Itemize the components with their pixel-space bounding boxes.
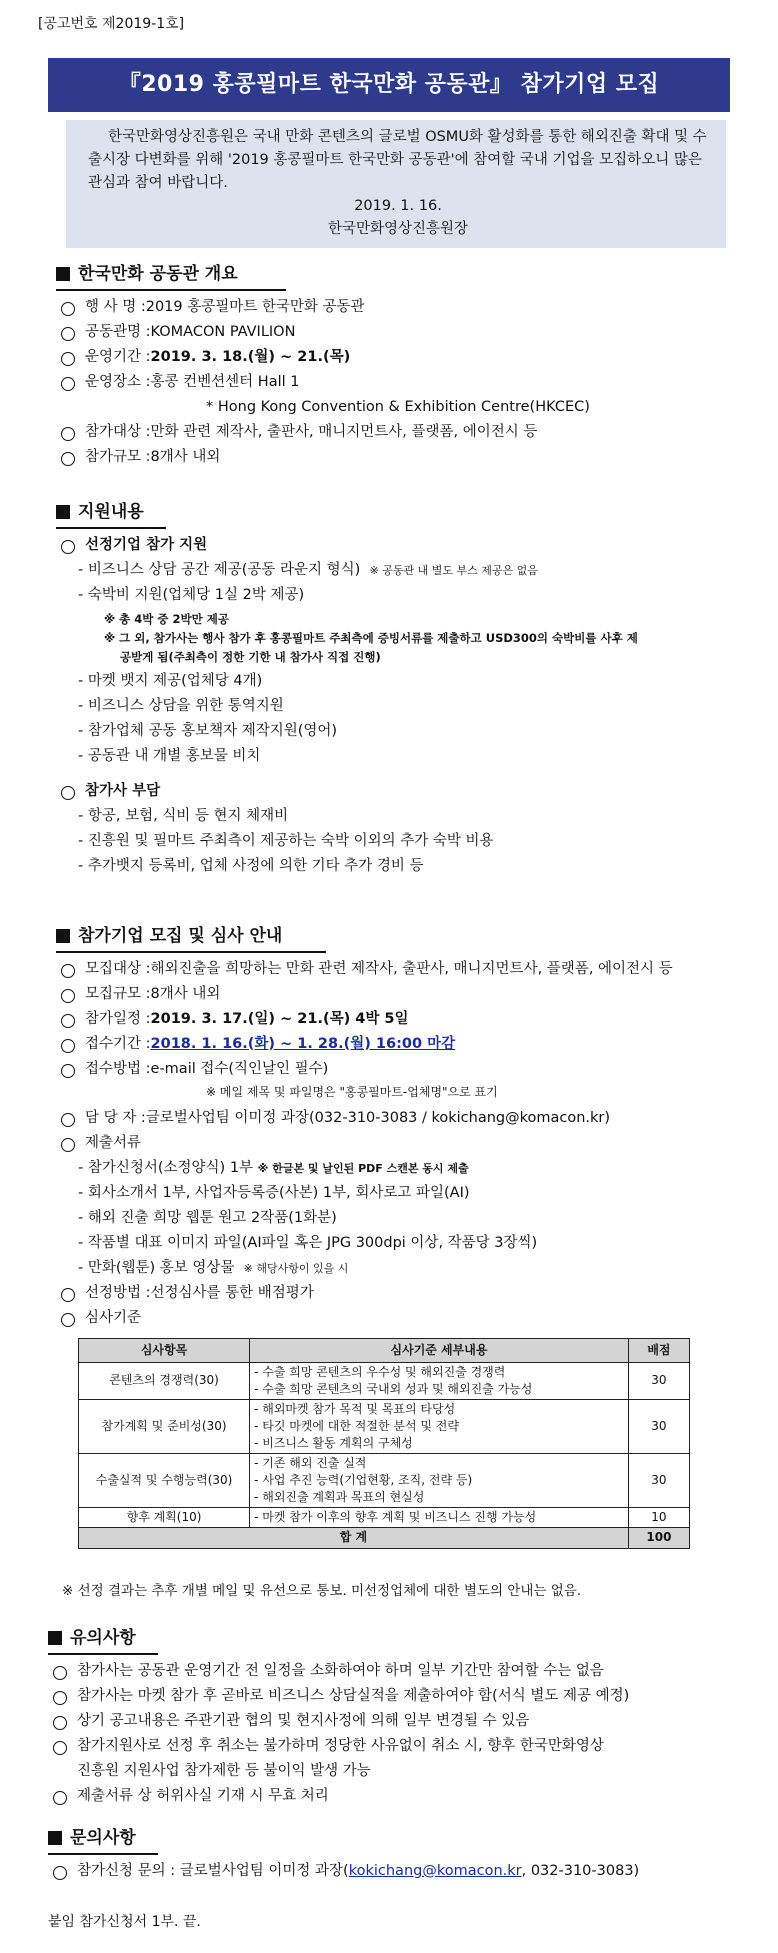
table-cell-item: 참가계획 및 준비성(30) bbox=[79, 1400, 250, 1454]
burden-item: - 진흥원 및 필마트 주최측이 제공하는 숙박 이외의 추가 숙박 비용 bbox=[78, 832, 494, 849]
table-header-cell: 배점 bbox=[628, 1339, 689, 1363]
divider bbox=[48, 1653, 158, 1655]
overview-period: 운영기간 : 2019. 3. 18.(월) ~ 21.(목) bbox=[56, 347, 736, 372]
inquiry-contact: 참가신청 문의 : 글로벌사업팀 이미정 과장( kokichang@komacon.kr , 032-310-3083) bbox=[48, 1861, 728, 1886]
table-cell-item: 콘텐츠의 경쟁력(30) bbox=[79, 1363, 250, 1400]
divider bbox=[56, 951, 326, 953]
circle-bullet-icon bbox=[61, 1313, 75, 1327]
overview-section bbox=[56, 262, 736, 472]
doc-item: - 참가신청서(소정양식) 1부 ※ 한글본 및 날인된 PDF 스캔본 동시 제출 bbox=[78, 1159, 469, 1176]
table-header-cell: 심사기준 세부내용 bbox=[250, 1339, 629, 1363]
circle-bullet-icon bbox=[61, 427, 75, 441]
circle-bullet-icon bbox=[53, 1691, 67, 1705]
support-burden-heading: 참가사 부담 bbox=[56, 781, 736, 806]
circle-bullet-icon bbox=[61, 1014, 75, 1028]
support-item: - 공동관 내 개별 홍보물 비치 bbox=[78, 747, 261, 764]
square-bullet-icon bbox=[48, 1631, 62, 1645]
table-row bbox=[79, 1508, 690, 1528]
circle-bullet-icon bbox=[53, 1791, 67, 1805]
overview-venue-note: * Hong Kong Convention & Exhibition Centre(HKCEC) bbox=[206, 398, 590, 415]
intro-text: 한국만화영상진흥원은 국내 만화 콘텐츠의 글로벌 OSMU화 활성화를 통한 해외진출 확대 및 수출시장 다변화를 위해 '2019 홍콩필마트 한국만화 공동관'에 참여할 국내 기업을 모집하오니 많은 관심과 참여 바랍니다. bbox=[88, 129, 707, 191]
recruit-title: 참가기업 모집 및 심사 안내 bbox=[56, 924, 736, 949]
table-cell-details: - 기존 해외 진출 실적 - 사업 추진 능력(기업현황, 조직, 전략 등) - 해외진출 계획과 목표의 현실성 bbox=[250, 1454, 629, 1508]
overview-event: 행 사 명 : 2019 홍콩필마트 한국만화 공동관 bbox=[56, 297, 736, 322]
recruit-method-note: ※ 메일 제목 및 파일명은 "홍콩필마트-업체명"으로 표기 bbox=[206, 1084, 498, 1099]
inquiry-title: 문의사항 bbox=[48, 1826, 728, 1851]
support-note: ※ 총 4박 중 2박만 제공 bbox=[104, 611, 229, 626]
circle-bullet-icon bbox=[53, 1866, 67, 1880]
attachment-line: 붙임 참가신청서 1부. 끝. bbox=[48, 1914, 201, 1930]
overview-scale: 참가규모 : 8개사 내외 bbox=[56, 447, 736, 472]
square-bullet-icon bbox=[56, 929, 70, 943]
evaluation-table bbox=[78, 1338, 690, 1549]
recruit-method: 접수방법 : e-mail 접수(직인날인 필수) bbox=[56, 1059, 736, 1084]
overview-target: 참가대상 : 만화 관련 제작사, 출판사, 매니지먼트사, 플랫폼, 에이전시 등 bbox=[56, 422, 736, 447]
table-row bbox=[79, 1400, 690, 1454]
overview-title: 한국만화 공동관 개요 bbox=[56, 262, 736, 287]
circle-bullet-icon bbox=[53, 1716, 67, 1730]
caution-title: 유의사항 bbox=[48, 1626, 728, 1651]
overview-pavilion: 공동관명 : KOMACON PAVILION bbox=[56, 322, 736, 347]
divider bbox=[48, 1853, 158, 1855]
divider bbox=[56, 289, 286, 291]
recruit-docs-heading: 제출서류 bbox=[56, 1133, 736, 1158]
table-cell-score: 10 bbox=[628, 1508, 689, 1528]
divider bbox=[56, 527, 166, 529]
burden-item: - 추가뱃지 등록비, 업체 사정에 의한 기타 추가 경비 등 bbox=[78, 857, 424, 874]
table-cell-details: - 마켓 참가 이후의 향후 계획 및 비즈니스 진행 가능성 bbox=[250, 1508, 629, 1528]
recruit-section bbox=[56, 924, 736, 1333]
caution-item-cont: 진흥원 지원사업 참가제한 등 불이익 발생 가능 bbox=[77, 1762, 371, 1779]
page-title: 『2019 홍콩필마트 한국만화 공동관』 참가기업 모집 bbox=[48, 58, 730, 112]
support-note: 공받게 됨(주최측이 정한 기한 내 참가사 직접 진행) bbox=[120, 649, 381, 664]
table-cell-details: - 수출 희망 콘텐츠의 우수성 및 해외진출 경쟁력 - 수출 희망 콘텐츠의 국내외 성과 및 해외진출 가능성 bbox=[250, 1363, 629, 1400]
caution-item: 상기 공고내용은 주관기관 협의 및 현지사정에 의해 일부 변경될 수 있음 bbox=[48, 1711, 728, 1736]
table-cell-score: 30 bbox=[628, 1363, 689, 1400]
support-title: 지원내용 bbox=[56, 500, 736, 525]
circle-bullet-icon bbox=[61, 327, 75, 341]
circle-bullet-icon bbox=[61, 1138, 75, 1152]
recruit-criteria-heading: 심사기준 bbox=[56, 1308, 736, 1333]
intro-box bbox=[66, 120, 726, 248]
table-cell-score: 30 bbox=[628, 1454, 689, 1508]
circle-bullet-icon bbox=[61, 1064, 75, 1078]
table-row bbox=[79, 1454, 690, 1508]
table-cell-item: 수출실적 및 수행능력(30) bbox=[79, 1454, 250, 1508]
inquiry-section bbox=[48, 1826, 728, 1886]
caution-item: 참가사는 공동관 운영기간 전 일정을 소화하여야 하며 일부 기간만 참여할 수는 없음 bbox=[48, 1661, 728, 1686]
support-selected-heading: 선정기업 참가 지원 bbox=[56, 535, 736, 560]
circle-bullet-icon bbox=[53, 1741, 67, 1755]
doc-item: - 작품별 대표 이미지 파일(AI파일 혹은 JPG 300dpi 이상, 작품당 3장씩) bbox=[78, 1234, 538, 1251]
burden-item: - 항공, 보험, 식비 등 현지 체재비 bbox=[78, 807, 289, 824]
caution-item: 참가사는 마켓 참가 후 곧바로 비즈니스 상담실적을 제출하여야 함(서식 별도 제공 예정) bbox=[48, 1686, 728, 1711]
circle-bullet-icon bbox=[61, 452, 75, 466]
doc-item: - 만화(웹툰) 홍보 영상물 ※ 해당사항이 있을 시 bbox=[78, 1259, 349, 1276]
circle-bullet-icon bbox=[61, 1113, 75, 1127]
circle-bullet-icon bbox=[61, 786, 75, 800]
recruit-target: 모집대상 : 해외진출을 희망하는 만화 관련 제작사, 출판사, 매니지먼트사, 플랫폼, 에이전시 등 bbox=[56, 959, 736, 984]
circle-bullet-icon bbox=[61, 989, 75, 1003]
table-cell-score: 30 bbox=[628, 1400, 689, 1454]
circle-bullet-icon bbox=[61, 1039, 75, 1053]
notice-number: [공고번호 제2019-1호] bbox=[38, 16, 185, 32]
intro-signer: 한국만화영상진흥원장 bbox=[327, 221, 469, 237]
support-item: - 비즈니스 상담을 위한 통역지원 bbox=[78, 697, 284, 714]
circle-bullet-icon bbox=[61, 377, 75, 391]
square-bullet-icon bbox=[48, 1831, 62, 1845]
table-total-score: 100 bbox=[628, 1528, 689, 1548]
caution-item: 참가지원사로 선정 후 취소는 불가하며 정당한 사유없이 취소 시, 향후 한국만화영상 bbox=[48, 1736, 728, 1761]
support-item: - 비즈니스 상담 공간 제공(공동 라운지 형식) ※ 공동관 내 별도 부스 제공은 없음 bbox=[78, 561, 538, 578]
table-total-row bbox=[79, 1528, 690, 1548]
recruit-scale: 모집규모 : 8개사 내외 bbox=[56, 984, 736, 1009]
inquiry-email-link[interactable]: kokichang@komacon.kr bbox=[348, 1862, 522, 1879]
recruit-period: 접수기간 : 2018. 1. 16.(화) ~ 1. 28.(월) 16:00 마감 bbox=[56, 1034, 736, 1059]
recruit-schedule: 참가일정 : 2019. 3. 17.(일) ~ 21.(목) 4박 5일 bbox=[56, 1009, 736, 1034]
table-header-row bbox=[79, 1339, 690, 1363]
circle-bullet-icon bbox=[61, 964, 75, 978]
intro-date: 2019. 1. 16. bbox=[354, 198, 442, 214]
doc-item: - 회사소개서 1부, 사업자등록증(사본) 1부, 회사로고 파일(AI) bbox=[78, 1184, 470, 1201]
table-cell-item: 향후 계획(10) bbox=[79, 1508, 250, 1528]
circle-bullet-icon bbox=[61, 302, 75, 316]
support-item: - 숙박비 지원(업체당 1실 2박 제공) bbox=[78, 586, 305, 603]
recruit-contact: 담 당 자 : 글로벌사업팀 이미정 과장(032-310-3083 / kokichang@komacon.kr) bbox=[56, 1108, 736, 1133]
overview-venue: 운영장소 : 홍콩 컨벤션센터 Hall 1 bbox=[56, 372, 736, 397]
table-cell-details: - 해외마켓 참가 목적 및 목표의 타당성 - 타깃 마켓에 대한 적절한 분석 및 전략 - 비즈니스 활동 계획의 구체성 bbox=[250, 1400, 629, 1454]
support-item: - 마켓 뱃지 제공(업체당 4개) bbox=[78, 672, 263, 689]
support-section bbox=[56, 500, 736, 881]
table-total-label: 합 계 bbox=[79, 1528, 629, 1548]
doc-item: - 해외 진출 희망 웹툰 원고 2작품(1화분) bbox=[78, 1209, 337, 1226]
support-item: - 참가업체 공동 홍보책자 제작지원(영어) bbox=[78, 722, 338, 739]
square-bullet-icon bbox=[56, 505, 70, 519]
selection-footnote: ※ 선정 결과는 추후 개별 메일 및 유선으로 통보. 미선정업체에 대한 별도의 안내는 없음. bbox=[62, 1583, 582, 1599]
recruit-selection: 선정방법 : 선정심사를 통한 배점평가 bbox=[56, 1283, 736, 1308]
table-header-cell: 심사항목 bbox=[79, 1339, 250, 1363]
circle-bullet-icon bbox=[53, 1666, 67, 1680]
table-row bbox=[79, 1363, 690, 1400]
square-bullet-icon bbox=[56, 267, 70, 281]
caution-item: 제출서류 상 허위사실 기재 시 무효 처리 bbox=[48, 1786, 728, 1811]
circle-bullet-icon bbox=[61, 540, 75, 554]
support-note: ※ 그 외, 참가사는 행사 참가 후 홍콩필마트 주최측에 증빙서류를 제출하고 USD300의 숙박비를 사후 제 bbox=[104, 630, 638, 645]
circle-bullet-icon bbox=[61, 1288, 75, 1302]
circle-bullet-icon bbox=[61, 352, 75, 366]
caution-section bbox=[48, 1626, 728, 1811]
